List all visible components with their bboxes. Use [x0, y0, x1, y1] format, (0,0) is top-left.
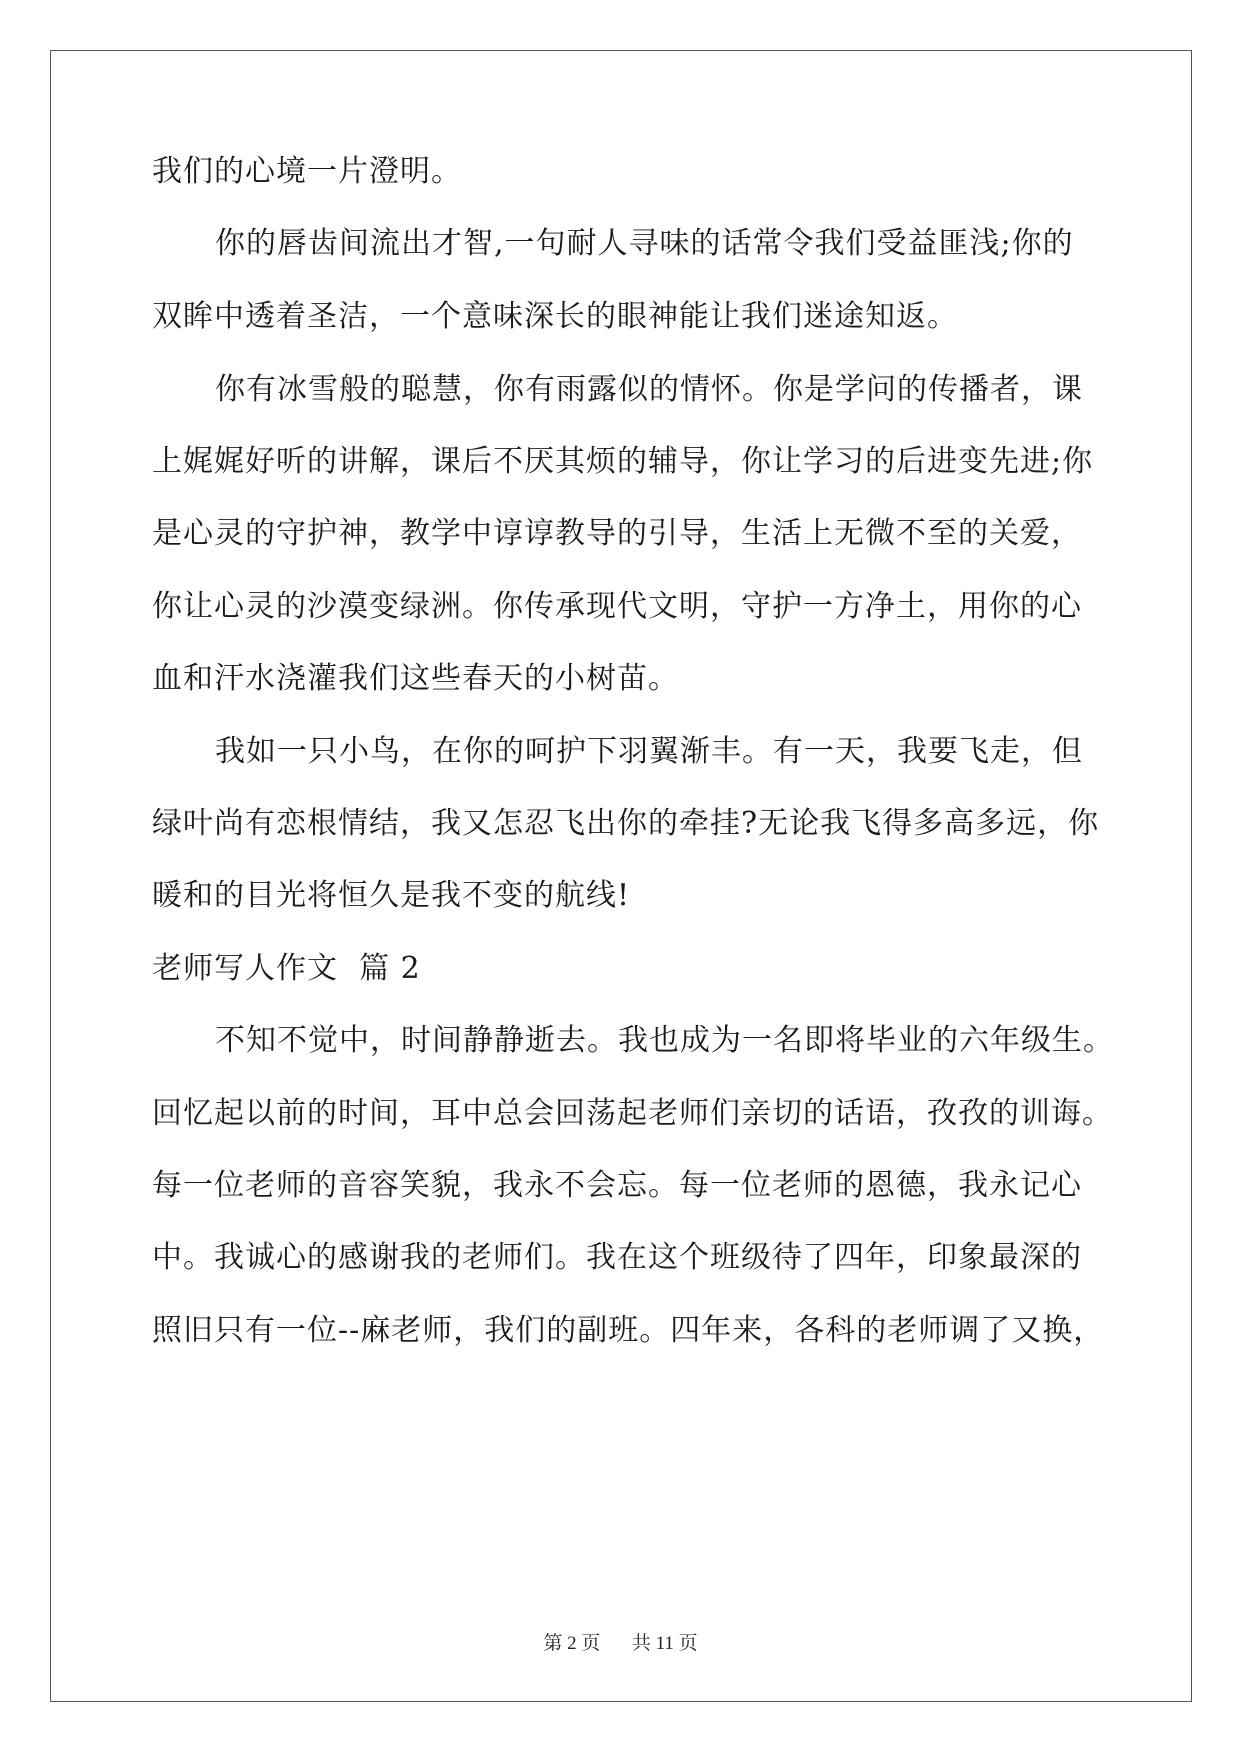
page-number: 第 2 页 [543, 1633, 601, 1654]
page-footer [0, 1628, 1241, 1655]
text-line: 我们的心境一片澄明。 [152, 154, 462, 189]
text-line: 是心灵的守护神，教学中谆谆教导的引导，生活上无微不至的关爱， [152, 516, 1082, 551]
text-line: 绿叶尚有恋根情结，我又怎忍飞出你的牵挂?无论我飞得多高多远，你 [152, 806, 1100, 841]
text-line: 每一位老师的音容笑貌，我永不会忘。每一位老师的恩德，我永记心 [152, 1168, 1082, 1203]
text-line: 回忆起以前的时间，耳中总会回荡起老师们亲切的话语，孜孜的训诲。 [152, 1096, 1113, 1131]
text-line: 照旧只有一位--麻老师，我们的副班。四年来，各科的老师调了又换， [152, 1313, 1105, 1348]
text-line: 你的唇齿间流出才智,一句耐人寻味的话常令我们受益匪浅;你的 [215, 226, 1074, 261]
text-line: 血和汗水浇灌我们这些春天的小树苗。 [152, 661, 679, 696]
text-line: 你让心灵的沙漠变绿洲。你传承现代文明，守护一方净土，用你的心 [152, 589, 1082, 624]
text-line: 不知不觉中，时间静静逝去。我也成为一名即将毕业的六年级生。 [215, 1023, 1114, 1058]
text-line: 你有冰雪般的聪慧，你有雨露似的情怀。你是学问的传播者，课 [215, 372, 1083, 407]
section-heading: 老师写人作文 篇 2 [152, 951, 421, 986]
page-total: 共 11 页 [631, 1633, 698, 1654]
text-line: 上娓娓好听的讲解，课后不厌其烦的辅导，你让学习的后进变先进;你 [152, 444, 1094, 479]
text-line: 我如一只小鸟，在你的呵护下羽翼渐丰。有一天，我要飞走，但 [215, 734, 1083, 769]
text-line: 双眸中透着圣洁，一个意味深长的眼神能让我们迷途知返。 [152, 299, 958, 334]
text-line: 中。我诚心的感谢我的老师们。我在这个班级待了四年，印象最深的 [152, 1240, 1082, 1275]
text-line: 暖和的目光将恒久是我不变的航线! [152, 878, 631, 913]
